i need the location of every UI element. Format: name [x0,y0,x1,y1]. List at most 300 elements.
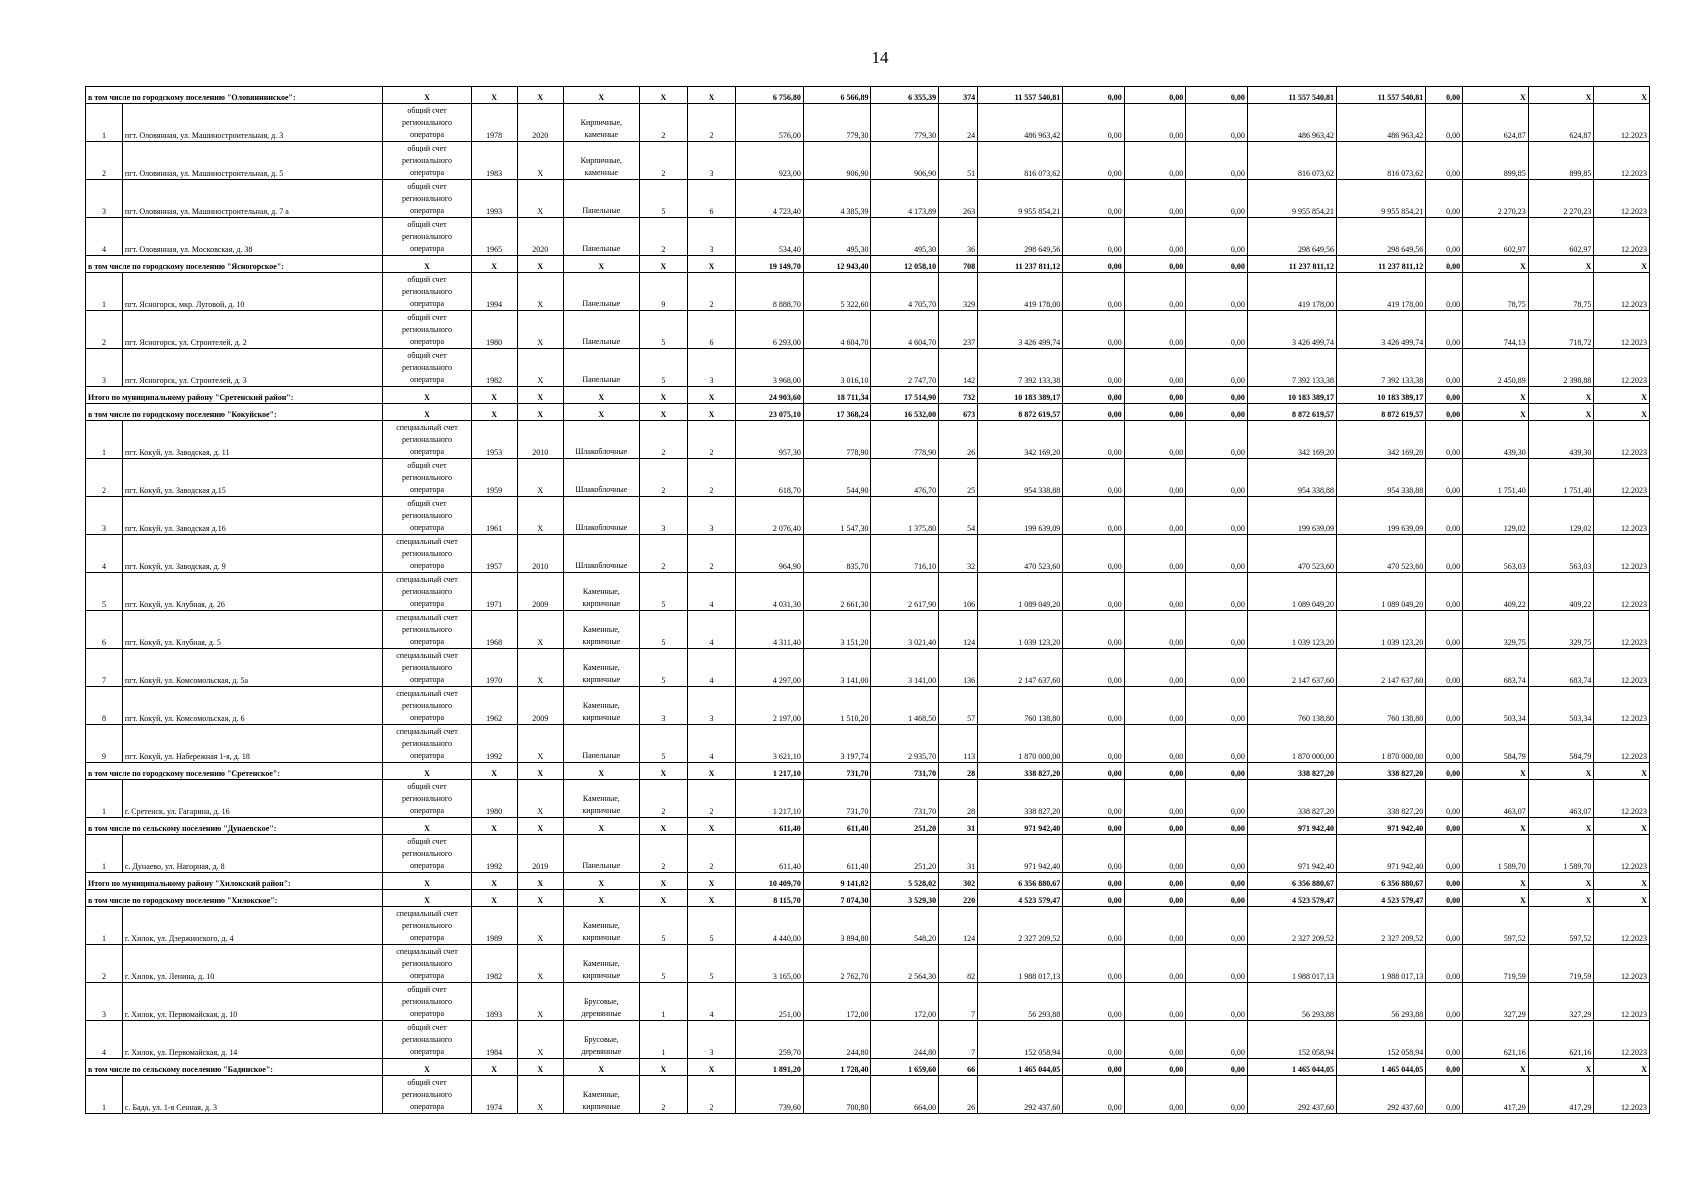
data-cell: 2010 [517,421,563,459]
data-cell: X [639,387,687,404]
data-cell: 1984 [471,1021,517,1059]
data-cell: 0,00 [1426,142,1463,180]
subtotal-row [86,1059,1650,1076]
data-cell: 0,00 [1186,311,1248,349]
data-cell: 0,00 [1186,273,1248,311]
data-cell: 0,00 [1063,1059,1125,1076]
data-cell: X [517,180,563,218]
data-cell: 56 293,88 [1337,983,1426,1021]
data-cell: X [1594,87,1650,104]
data-cell: 0,00 [1124,1076,1186,1114]
data-cell: 439,30 [1463,421,1529,459]
data-cell: 470 523,60 [1337,535,1426,573]
data-cell: 0,00 [1124,1021,1186,1059]
data-cell: 1 870 000,00 [1337,725,1426,763]
data-cell: 923,00 [736,142,804,180]
data-cell: 7 [939,983,978,1021]
address-cell: пгт. Кокуй, ул. Набережная 1-я, д. 18 [122,725,383,763]
address-cell: пгт. Оловянная, ул. Машиностроительная, д. 7 а [122,180,383,218]
data-cell: 906,90 [871,142,939,180]
data-cell: 5 [639,180,687,218]
data-cell: 12.2023 [1594,311,1650,349]
data-cell: X [517,780,563,818]
data-cell: 3 [687,1021,735,1059]
data-cell: 2 [687,104,735,142]
data-cell: 0,00 [1426,945,1463,983]
data-cell: 0,00 [1124,873,1186,890]
table-row [86,497,1650,535]
data-cell: 172,00 [803,983,871,1021]
data-cell: общий счет регионального оператора [383,218,471,256]
data-cell: 0,00 [1124,104,1186,142]
data-cell: 1982 [471,945,517,983]
data-cell: 611,40 [803,818,871,835]
address-cell: пгт. Ясногорск, ул. Строителей, д. 2 [122,311,383,349]
data-cell: 3 021,40 [871,611,939,649]
data-cell: специальный счет регионального оператора [383,421,471,459]
data-cell: 6 356 880,67 [978,873,1063,890]
address-cell: с. Бада, ул. 1-я Сенная, д. 3 [122,1076,383,1114]
data-cell: X [1528,763,1594,780]
data-cell: 12.2023 [1594,780,1650,818]
data-cell: 463,07 [1528,780,1594,818]
data-cell: 0,00 [1186,725,1248,763]
data-cell: 0,00 [1124,404,1186,421]
data-cell: 2 327 209,52 [978,907,1063,945]
data-cell: X [517,404,563,421]
data-cell: 470 523,60 [1247,535,1336,573]
row-number: 3 [86,180,123,218]
data-cell: 2 661,30 [803,573,871,611]
data-cell: 31 [939,818,978,835]
data-cell: 1 039 123,20 [1247,611,1336,649]
row-number: 3 [86,983,123,1021]
data-cell: 3 894,80 [803,907,871,945]
data-cell: 611,40 [736,835,804,873]
data-cell: X [563,763,639,780]
data-cell: X [517,349,563,387]
data-cell: 5 [687,945,735,983]
data-cell: 12.2023 [1594,104,1650,142]
data-cell: X [1594,763,1650,780]
table-row [86,104,1650,142]
data-cell: 3 529,30 [871,890,939,907]
data-cell: X [517,611,563,649]
data-cell: 0,00 [1124,218,1186,256]
data-cell: 971 942,40 [978,818,1063,835]
data-cell: 1 [639,983,687,1021]
data-cell: 2 [639,1076,687,1114]
data-cell: 259,70 [736,1021,804,1059]
data-cell: 495,30 [803,218,871,256]
table-row [86,1076,1650,1114]
data-cell: 17 368,24 [803,404,871,421]
table-row [86,311,1650,349]
row-number: 2 [86,142,123,180]
data-cell: 470 523,60 [978,535,1063,573]
subtotal-row [86,404,1650,421]
data-cell: X [517,1059,563,1076]
data-cell: X [383,873,471,890]
data-cell: 621,16 [1463,1021,1529,1059]
data-cell: 12.2023 [1594,349,1650,387]
row-number: 1 [86,835,123,873]
subtotal-row [86,873,1650,890]
data-cell: 624,87 [1463,104,1529,142]
data-cell: 12.2023 [1594,649,1650,687]
data-cell: 597,52 [1463,907,1529,945]
data-cell: 0,00 [1426,535,1463,573]
data-cell: общий счет регионального оператора [383,1076,471,1114]
data-cell: 7 392 133,38 [978,349,1063,387]
data-cell: 1 089 049,20 [1247,573,1336,611]
data-cell: 899,85 [1463,142,1529,180]
data-cell: 4 440,00 [736,907,804,945]
data-cell: 778,90 [871,421,939,459]
data-cell: 0,00 [1063,818,1125,835]
data-cell: 544,90 [803,459,871,497]
data-cell: 3 426 499,74 [1247,311,1336,349]
data-cell: 6 355,39 [871,87,939,104]
data-cell: 1992 [471,725,517,763]
data-cell: X [1528,387,1594,404]
data-cell: 0,00 [1186,1076,1248,1114]
data-cell: 0,00 [1426,835,1463,873]
data-cell: 11 237 811,12 [978,256,1063,273]
data-cell: общий счет регионального оператора [383,273,471,311]
data-cell: 3 197,74 [803,725,871,763]
data-cell: 1971 [471,573,517,611]
table-row [86,142,1650,180]
data-cell: 4 [687,649,735,687]
data-cell: 25 [939,459,978,497]
address-cell: пгт. Кокуй, ул. Клубная, д. 26 [122,573,383,611]
data-cell: 0,00 [1124,311,1186,349]
data-cell: 298 649,56 [1337,218,1426,256]
address-cell: пгт. Кокуй, ул. Заводская, д. 11 [122,421,383,459]
data-cell: 2 935,70 [871,725,939,763]
data-cell: 0,00 [1063,497,1125,535]
data-cell: 835,70 [803,535,871,573]
subtotal-row [86,387,1650,404]
data-cell: 5 528,02 [871,873,939,890]
data-cell: 8 115,70 [736,890,804,907]
data-cell: 220 [939,890,978,907]
data-cell: 0,00 [1186,256,1248,273]
data-cell: 463,07 [1463,780,1529,818]
data-cell: X [687,387,735,404]
data-cell: 3 [687,218,735,256]
data-cell: 6 293,00 [736,311,804,349]
data-cell: 2010 [517,535,563,573]
data-cell: 292 437,60 [1337,1076,1426,1114]
row-number: 3 [86,497,123,535]
address-cell: пгт. Ясногорск, мкр. Луговой, д. 10 [122,273,383,311]
data-cell: 971 942,40 [1247,818,1336,835]
data-cell: 2 [687,459,735,497]
data-cell: 971 942,40 [1337,818,1426,835]
data-cell: 244,80 [871,1021,939,1059]
data-cell: 2 [639,459,687,497]
data-cell: 417,29 [1463,1076,1529,1114]
data-cell: 0,00 [1124,349,1186,387]
data-cell: 0,00 [1426,780,1463,818]
data-cell: 0,00 [1426,611,1463,649]
data-cell: 12.2023 [1594,421,1650,459]
data-cell: 3 [687,497,735,535]
data-cell: 1968 [471,611,517,649]
data-cell: 6 756,80 [736,87,804,104]
row-number: 2 [86,945,123,983]
data-cell: 954 338,88 [978,459,1063,497]
data-cell: 5 [639,611,687,649]
address-cell: пгт. Кокуй, ул. Заводская д.16 [122,497,383,535]
data-cell: 1 217,10 [736,763,804,780]
data-cell: 760 138,80 [1337,687,1426,725]
data-cell: 0,00 [1063,1021,1125,1059]
data-cell: X [639,890,687,907]
row-number: 1 [86,907,123,945]
data-cell: 0,00 [1186,907,1248,945]
data-cell: 1 891,20 [736,1059,804,1076]
data-cell: 2 617,90 [871,573,939,611]
data-cell: 0,00 [1063,349,1125,387]
data-cell: 5 [639,945,687,983]
data-cell: 1 659,60 [871,1059,939,1076]
data-cell: 718,72 [1528,311,1594,349]
data-cell: специальный счет регионального оператора [383,907,471,945]
data-cell: 0,00 [1063,404,1125,421]
data-cell: 0,00 [1186,1059,1248,1076]
data-cell: 2009 [517,687,563,725]
data-cell: 329,75 [1528,611,1594,649]
data-cell: 5 [639,573,687,611]
data-cell: 2 [639,535,687,573]
data-cell: 36 [939,218,978,256]
data-cell: 0,00 [1426,983,1463,1021]
address-cell: пгт. Кокуй, ул. Заводская д.15 [122,459,383,497]
subtotal-label: в том числе по городскому поселению "Оловяннинское": [86,87,383,104]
data-cell: 3 [639,687,687,725]
data-cell: X [1594,387,1650,404]
data-cell: X [517,945,563,983]
table-body [86,87,1650,1114]
data-cell: 6 [687,311,735,349]
data-cell: Каменные, кирпичные [563,573,639,611]
subtotal-label: в том числе по городскому поселению "Кокуйское": [86,404,383,421]
data-cell: X [471,873,517,890]
data-cell: 113 [939,725,978,763]
data-cell: X [517,725,563,763]
subtotal-row [86,87,1650,104]
data-cell: 10 409,70 [736,873,804,890]
data-cell: X [563,873,639,890]
data-cell: 0,00 [1063,459,1125,497]
data-cell: 0,00 [1124,818,1186,835]
data-cell: 12.2023 [1594,1076,1650,1114]
data-cell: 12.2023 [1594,611,1650,649]
data-cell: 731,70 [803,780,871,818]
data-cell: 439,30 [1528,421,1594,459]
data-cell: специальный счет регионального оператора [383,535,471,573]
data-cell: 251,20 [871,835,939,873]
data-cell: общий счет регионального оператора [383,311,471,349]
data-cell: 4 297,00 [736,649,804,687]
data-cell: 0,00 [1426,421,1463,459]
data-cell: 3 165,00 [736,945,804,983]
data-cell: 0,00 [1124,945,1186,983]
data-cell: Каменные, кирпичные [563,649,639,687]
data-cell: 0,00 [1124,142,1186,180]
subtotal-row [86,763,1650,780]
data-cell: 534,40 [736,218,804,256]
data-cell: 683,74 [1463,649,1529,687]
data-cell: 338 827,20 [978,763,1063,780]
data-cell: Панельные [563,218,639,256]
data-cell: 611,40 [736,818,804,835]
data-cell: Шлакоблочные [563,421,639,459]
data-cell: 0,00 [1426,907,1463,945]
data-cell: 0,00 [1426,404,1463,421]
data-cell: общий счет регионального оператора [383,497,471,535]
data-cell: 2019 [517,835,563,873]
data-cell: 0,00 [1124,835,1186,873]
address-cell: г. Хилок, ул. Дзержинского, д. 4 [122,907,383,945]
data-cell: 342 169,20 [1337,421,1426,459]
data-cell: 2 147 637,60 [978,649,1063,687]
data-cell: X [517,87,563,104]
data-cell: 584,79 [1463,725,1529,763]
data-cell: Шлакоблочные [563,535,639,573]
data-cell: 0,00 [1063,387,1125,404]
data-cell: общий счет регионального оператора [383,459,471,497]
data-cell: 0,00 [1063,535,1125,573]
data-cell: Панельные [563,349,639,387]
data-cell: 327,29 [1463,983,1529,1021]
data-cell: 778,90 [803,421,871,459]
data-cell: Каменные, кирпичные [563,780,639,818]
data-cell: 0,00 [1186,180,1248,218]
data-cell: 12.2023 [1594,142,1650,180]
data-cell: X [517,873,563,890]
data-cell: 576,00 [736,104,804,142]
data-cell: Брусовые, деревянные [563,983,639,1021]
data-cell: 12.2023 [1594,218,1650,256]
data-cell: 0,00 [1426,273,1463,311]
data-cell: 4 311,40 [736,611,804,649]
row-number: 1 [86,273,123,311]
data-cell: 51 [939,142,978,180]
data-cell: 0,00 [1186,818,1248,835]
data-cell: 0,00 [1124,87,1186,104]
data-cell: 0,00 [1186,218,1248,256]
data-cell: 5 [639,907,687,945]
data-cell: 0,00 [1426,459,1463,497]
data-cell: X [1463,1059,1529,1076]
row-number: 3 [86,349,123,387]
data-cell: 129,02 [1463,497,1529,535]
data-cell: 1 465 044,05 [1337,1059,1426,1076]
data-cell: 0,00 [1124,421,1186,459]
data-cell: 10 183 389,17 [978,387,1063,404]
data-cell: 199 639,09 [1337,497,1426,535]
data-cell: 4 [687,573,735,611]
data-cell: специальный счет регионального оператора [383,725,471,763]
data-cell: X [563,818,639,835]
data-cell: 9 141,82 [803,873,871,890]
data-cell: 0,00 [1186,497,1248,535]
data-cell: общий счет регионального оператора [383,349,471,387]
data-cell: X [563,404,639,421]
data-cell: 0,00 [1063,687,1125,725]
data-cell: 152 058,94 [1337,1021,1426,1059]
data-cell: 816 073,62 [1337,142,1426,180]
address-cell: г. Хилок, ул. Ленина, д. 10 [122,945,383,983]
data-cell: 374 [939,87,978,104]
data-cell: 0,00 [1063,256,1125,273]
data-cell: 0,00 [1063,180,1125,218]
data-cell: 611,40 [803,835,871,873]
data-cell: X [517,649,563,687]
table-row [86,573,1650,611]
data-cell: Шлакоблочные [563,497,639,535]
data-cell: X [517,818,563,835]
data-cell: 1970 [471,649,517,687]
data-cell: X [383,387,471,404]
data-cell: 0,00 [1426,725,1463,763]
address-cell: пгт. Кокуй, ул. Комсомольская, д. 6 [122,687,383,725]
data-cell: 0,00 [1124,687,1186,725]
data-cell: X [383,890,471,907]
data-cell: 1 468,50 [871,687,939,725]
data-cell: 1 988 017,13 [1247,945,1336,983]
data-cell: 0,00 [1124,907,1186,945]
table-row [86,180,1650,218]
data-cell: 476,70 [871,459,939,497]
data-cell: 4 705,70 [871,273,939,311]
data-cell: 2 270,23 [1463,180,1529,218]
data-cell: 11 557 540,81 [978,87,1063,104]
data-cell: 1994 [471,273,517,311]
data-cell: X [1594,873,1650,890]
address-cell: пгт. Кокуй, ул. Клубная, д. 5 [122,611,383,649]
data-cell: X [1463,387,1529,404]
data-cell: 9 955 854,21 [1247,180,1336,218]
data-cell: Панельные [563,311,639,349]
data-cell: 0,00 [1124,535,1186,573]
data-cell: X [563,1059,639,1076]
table-row [86,459,1650,497]
data-cell: 0,00 [1063,725,1125,763]
data-cell: 0,00 [1186,349,1248,387]
data-cell: 1 589,70 [1463,835,1529,873]
data-cell: 1982 [471,349,517,387]
data-cell: 1 751,40 [1528,459,1594,497]
data-cell: 0,00 [1063,142,1125,180]
data-cell: 1 375,80 [871,497,939,535]
data-cell: X [517,763,563,780]
data-cell: 16 532,00 [871,404,939,421]
data-cell: 0,00 [1063,421,1125,459]
data-cell: Шлакоблочные [563,459,639,497]
data-cell: X [517,256,563,273]
page-number: 14 [871,48,889,67]
data-cell: 1 728,40 [803,1059,871,1076]
data-cell: 0,00 [1186,535,1248,573]
data-cell: 2 [687,835,735,873]
address-cell: пгт. Оловянная, ул. Машиностроительная, д. 3 [122,104,383,142]
data-cell: 142 [939,349,978,387]
